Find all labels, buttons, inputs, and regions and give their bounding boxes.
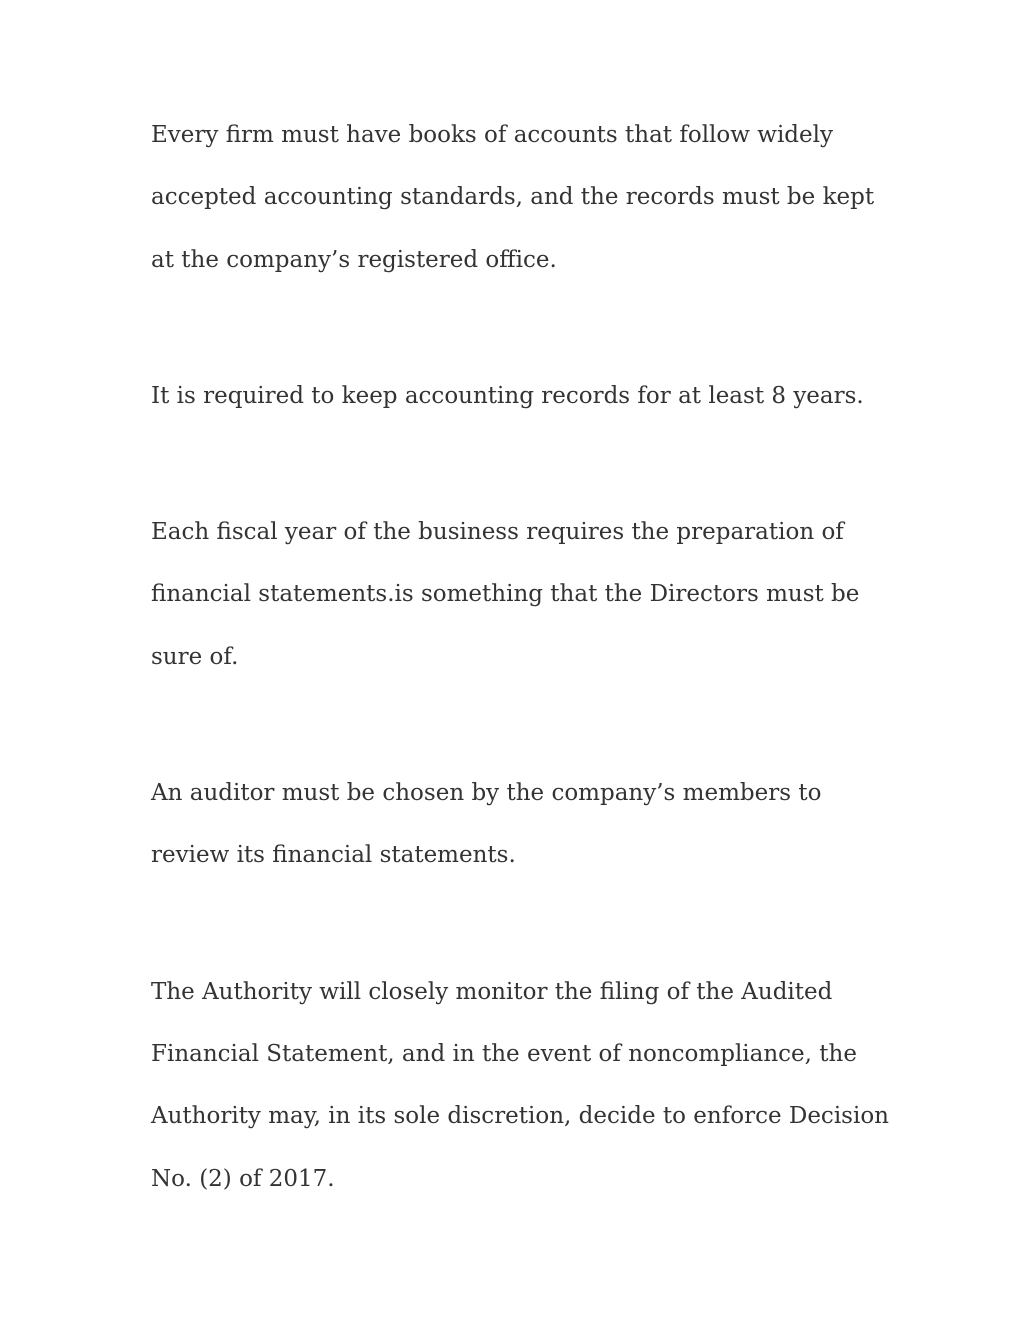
paragraph-accounting-books: Every firm must have books of accounts that follow widely accepted accounting standards, and the records must be kept at the company’s registered office. <box>151 122 875 273</box>
paragraph-authority-monitoring: The Authority will closely monitor the filing of the Audited Financial Statement, and in the event of noncompliance, the Authority may, in its sole discretion, decide to enforce Decision No. (2) of 2017. <box>151 978 889 1192</box>
document-body <box>151 104 891 1210</box>
paragraph-financial-statements: Each fiscal year of the business requires the preparation of financial statements.is something that the Directors must be sure of. <box>151 519 860 670</box>
paragraph-auditor: An auditor must be chosen by the company’s members to review its financial statements. <box>151 780 822 869</box>
paragraph-record-retention: It is required to keep accounting records for at least 8 years. <box>151 382 864 409</box>
